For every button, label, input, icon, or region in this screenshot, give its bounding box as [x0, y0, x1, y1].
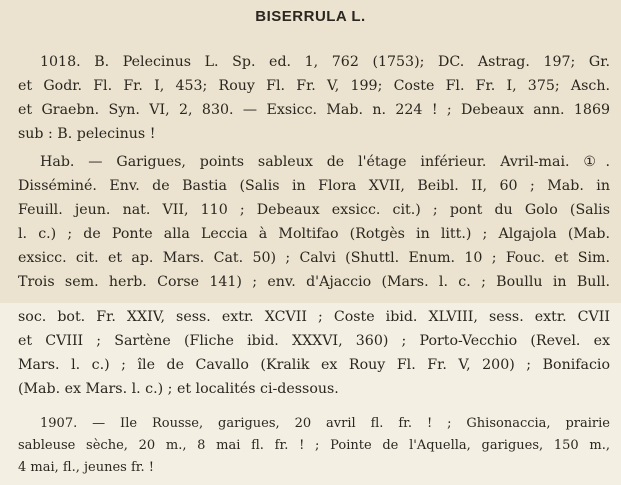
species-entry-line: et Godr. Fl. Fr. I, 453; Rouy Fl. Fr. V, 199; Coste Fl. Fr. I, 375; Asch.	[18, 78, 610, 94]
habitat-line: Disséminé. Env. de Bastia (Salis in Flora XVII, Beibl. II, 60 ; Mab. in	[18, 178, 610, 194]
observation-line: sableuse sèche, 20 m., 8 mai fl. fr. ! ; Pointe de l'Aquella, garigues, 150 m.,	[18, 438, 610, 453]
habitat-line: Feuill. jeun. nat. VII, 110 ; Debeaux exsicc. cit.) ; pont du Golo (Salis	[18, 202, 610, 218]
observation-paragraph	[18, 413, 610, 479]
species-entry-line: sub : B. pelecinus !	[18, 126, 156, 142]
habitat-cont-line: et CVIII ; Sartène (Fliche ibid. XXXVI, 360) ; Porto-Vecchio (Revel. ex	[18, 333, 610, 349]
genus-heading: BISERRULA L.	[255, 8, 366, 25]
species-entry-line: et Graebn. Syn. VI, 2, 830. — Exsicc. Mab. n. 224 ! ; Debeaux ann. 1869	[18, 102, 610, 118]
species-entry	[18, 50, 610, 146]
habitat-line: exsicc. cit. et ap. Mars. Cat. 50) ; Calvi (Shuttl. Enum. 10 ; Fouc. et Sim.	[18, 250, 610, 266]
observation-line: 4 mai, fl., jeunes fr. !	[18, 460, 155, 475]
habitat-line: Hab. — Garigues, points sableux de l'étage inférieur. Avril-mai. ①.	[40, 154, 610, 170]
observation-line: 1907. — Ile Rousse, garigues, 20 avril fl. fr. ! ; Ghisonaccia, prairie	[40, 416, 610, 431]
habitat-line: l. c.) ; de Ponte alla Leccia à Moltifao (Rotgès in litt.) ; Algajola (Mab.	[18, 226, 610, 242]
species-entry-line: 1018. B. Pelecinus L. Sp. ed. 1, 762 (1753); DC. Astrag. 197; Gr.	[40, 54, 610, 70]
habitat-cont-line: (Mab. ex Mars. l. c.) ; et localités ci-dessous.	[18, 381, 339, 397]
habitat-cont-line: Mars. l. c.) ; île de Cavallo (Kralik ex Rouy Fl. Fr. V, 200) ; Bonifacio	[18, 357, 610, 373]
habitat-continuation	[18, 305, 610, 401]
habitat-cont-line: soc. bot. Fr. XXIV, sess. extr. XCVII ; Coste ibid. XLVIII, sess. extr. CVII	[18, 309, 610, 325]
habitat-line: Trois sem. herb. Corse 141) ; env. d'Ajaccio (Mars. l. c. ; Boullu in Bull.	[18, 274, 610, 290]
habitat-paragraph	[18, 150, 610, 294]
